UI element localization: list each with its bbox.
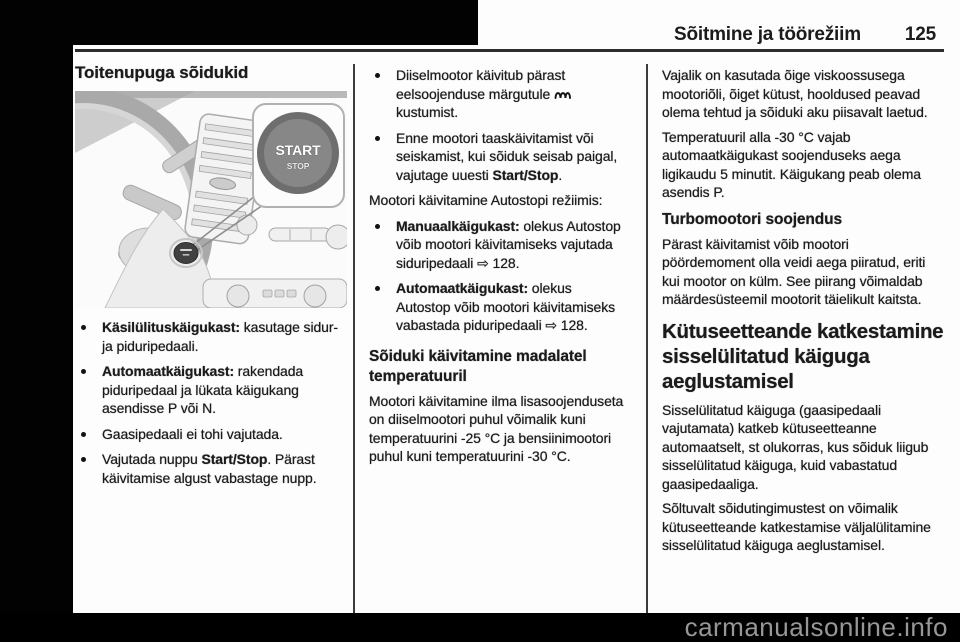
paragraph: Pärast käivitamist võib mootori pöördemoment olla veidi aega piiratud, eriti kui mootor on külm. See piirang võimaldab määrdesüsteemil mootorit täielikult kaitsta. bbox=[662, 235, 926, 307]
stop-label: STOP bbox=[286, 161, 310, 171]
dashboard-illustration bbox=[75, 91, 347, 308]
glow-plug-icon bbox=[554, 88, 571, 100]
list-item bbox=[369, 217, 629, 273]
climate-console bbox=[203, 279, 347, 308]
middle-column bbox=[369, 66, 629, 472]
bullet-text: Diiselmootor käivitub pärast eelsoojenduse märgutule kustumist. bbox=[396, 66, 629, 122]
section-heading: Toitenupuga sõidukid bbox=[75, 63, 249, 82]
list-item bbox=[75, 425, 345, 444]
scan-top-margin bbox=[0, 0, 478, 45]
bullet-dot bbox=[81, 325, 86, 330]
subsection-heading: Turbomootori soojendus bbox=[662, 210, 843, 228]
start-stop-button-callout bbox=[253, 104, 344, 207]
bullet-text: Vajutada nuppu Start/Stop. Pärast käivitamise algust vabastage nupp. bbox=[102, 451, 317, 486]
bullet-dot bbox=[375, 136, 380, 141]
column-divider-right bbox=[646, 64, 648, 613]
page-number: 125 bbox=[904, 24, 936, 45]
list-item bbox=[75, 450, 345, 487]
bullet-text: Gaasipedaali ei tohi vajutada. bbox=[102, 425, 283, 442]
bullet-text: Käsilülituskäigukast: kasutage sidur- ja piduripedaali. bbox=[102, 319, 338, 354]
scan-left-margin bbox=[0, 0, 73, 613]
subsection-heading: Sõiduki käivitamine madalatel temperatuuril bbox=[369, 347, 587, 385]
start-stop-button-small bbox=[170, 239, 202, 267]
watermark: carmanualsonline.info bbox=[684, 612, 948, 642]
column-divider-left bbox=[353, 64, 355, 613]
start-label: START bbox=[275, 142, 321, 158]
bullet-dot bbox=[375, 73, 380, 78]
list-item bbox=[75, 362, 345, 418]
paragraph: Mootori käivitamine ilma lisasoojenduseta on diiselmootori puhul võimalik kuni temperatuurini -25 °C ja bensiinimootori puhul kuni temperatuurini -30 °C. bbox=[369, 392, 624, 464]
bullet-dot bbox=[81, 457, 86, 462]
page-header bbox=[480, 24, 936, 46]
list-item bbox=[369, 129, 629, 185]
dashboard-knob bbox=[237, 215, 257, 235]
list-item bbox=[369, 66, 629, 122]
header-rule bbox=[75, 49, 944, 52]
list-item bbox=[75, 318, 345, 355]
list-item bbox=[369, 279, 629, 335]
page-title: Sõitmine ja töörežiim bbox=[674, 24, 861, 45]
dashboard-knob-right bbox=[326, 225, 347, 249]
bullet-dot bbox=[81, 432, 86, 437]
bullet-text: Manuaalkäigukast: olekus Autostop võib mootori käivitamiseks vajutada siduripedaali ⇨ 128. bbox=[396, 217, 621, 271]
right-column bbox=[662, 66, 945, 561]
paragraph: Vajalik on kasutada õige viskoossusega mootoriõli, õiget kütust, hooldused peavad olema tehtud ja sõiduki aku piisavalt laetud. bbox=[662, 67, 928, 120]
bullet-text: Enne mootori taaskäivitamist või seiskamist, kui sõiduk seisab paigal, vajutage uuesti Start/Stop. bbox=[396, 129, 618, 183]
lead-text: Mootori käivitamine Autostopi režiimis: bbox=[369, 192, 603, 208]
bullet-dot bbox=[375, 224, 380, 229]
paragraph: Temperatuuril alla -30 °C vajab automaatkäigukast soojenduseks aega ligikaudu 5 minutit. Käigukang peab olema asendis P. bbox=[662, 128, 921, 200]
paragraph: Sisselülitatud käiguga (gaasipedaali vajutamata) katkeb kütuseetteanne automaatselt, st olukorras, kus sõiduk liigub sisselülitatud käiguga, kuid vabastatud gaasipedaaliga. bbox=[662, 401, 929, 492]
section-heading: Kütuseetteande katkestamine sisselülitatud käiguga aeglustamisel bbox=[662, 319, 944, 393]
paragraph: Sõltuvalt sõidutingimustest on võimalik kütuseetteande katkestamise väljalülitamine sisselülitatud käiguga aeglustamisel. bbox=[662, 500, 931, 553]
bullet-dot bbox=[375, 286, 380, 291]
bullet-text: Automaatkäigukast: rakendada piduripedaal ja lükata käigukang asendisse P või N. bbox=[102, 363, 304, 416]
bullet-text: Automaatkäigukast: olekus Autostop võib mootori käivitamiseks vabastada piduripedaali ⇨ 128. bbox=[396, 280, 616, 333]
button-strip bbox=[269, 228, 331, 241]
bullet-dot bbox=[81, 369, 86, 374]
left-column bbox=[75, 63, 345, 494]
